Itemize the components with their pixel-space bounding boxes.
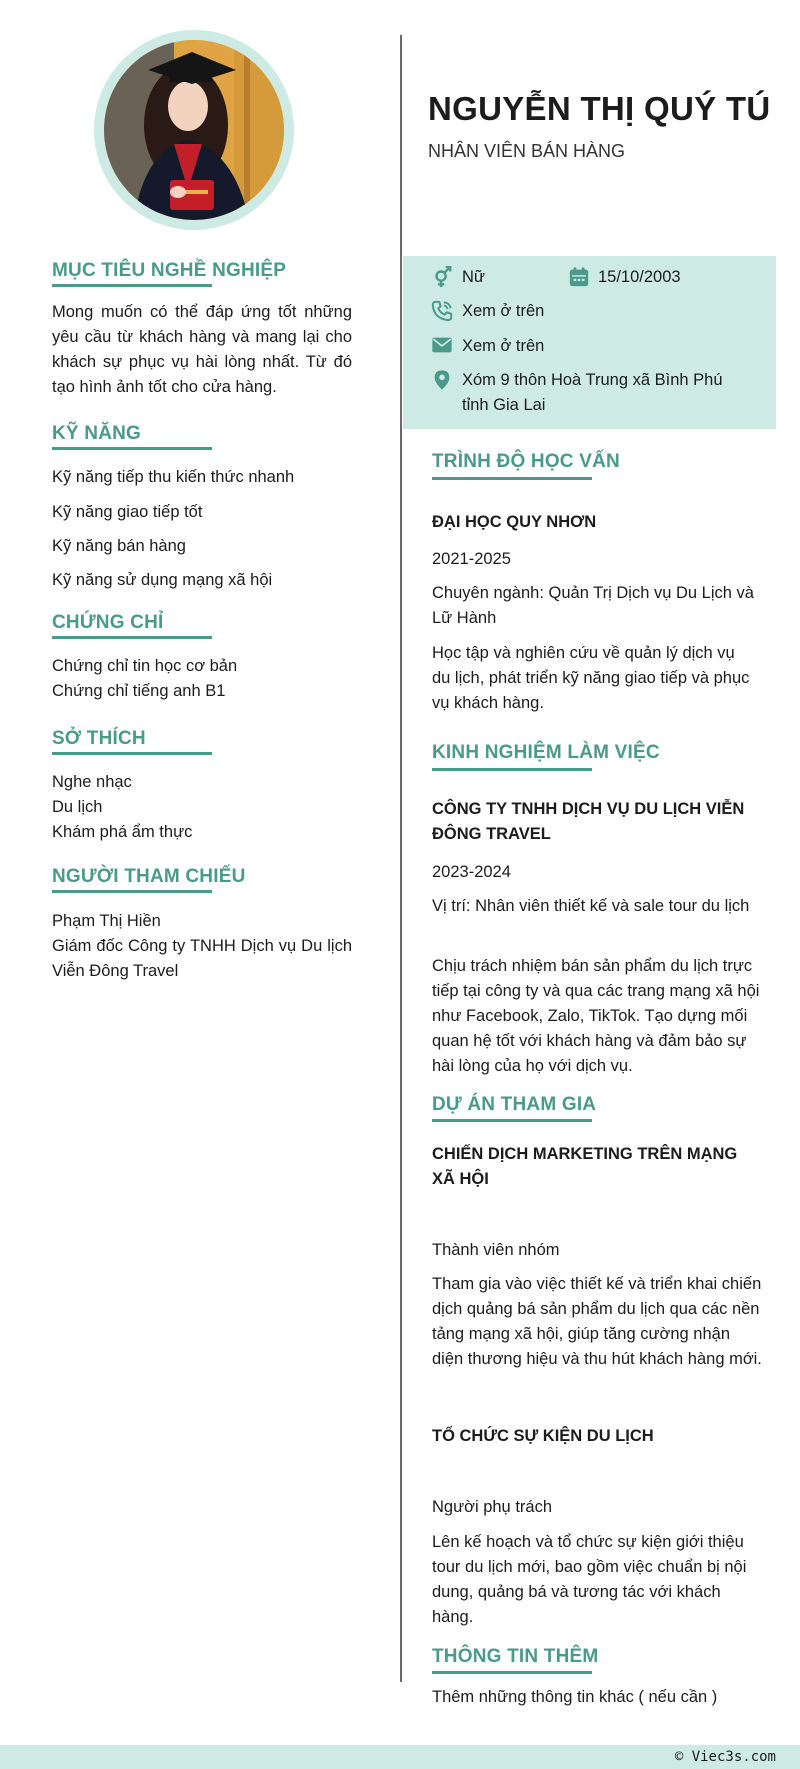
- email-icon: [431, 334, 453, 356]
- project-name: CHIẾN DỊCH MARKETING TRÊN MẠNG XÃ HỘI: [432, 1145, 738, 1188]
- location-pin-icon: [431, 369, 453, 391]
- experience-period: 2023-2024: [432, 863, 511, 881]
- hobbies-underline: [52, 752, 212, 755]
- hobby-item: Khám phá ẩm thực: [52, 823, 193, 841]
- education-description: Học tập và nghiên cứu về quản lý dịch vụ du lịch, phát triển kỹ năng giao tiếp và phục vụ khách hàng.: [432, 644, 750, 712]
- certificate-item: Chứng chỉ tiếng anh B1: [52, 682, 226, 700]
- additional-title: THÔNG TIN THÊM: [432, 1646, 599, 1667]
- skill-item: Kỹ năng sử dụng mạng xã hội: [52, 571, 273, 589]
- certificates-underline: [52, 636, 212, 639]
- objective-underline: [52, 284, 212, 287]
- address-line1: Xóm 9 thôn Hoà Trung xã Bình Phú: [462, 371, 723, 389]
- projects-title: DỰ ÁN THAM GIA: [432, 1094, 597, 1115]
- certificate-item: Chứng chỉ tin học cơ bản: [52, 657, 238, 675]
- hobbies-title: SỞ THÍCH: [52, 728, 146, 749]
- references-underline: [52, 890, 212, 893]
- birthday-text: 15/10/2003: [598, 268, 681, 286]
- email-text: Xem ở trên: [462, 337, 545, 355]
- objective-title: MỤC TIÊU NGHỀ NGHIỆP: [52, 260, 287, 281]
- hobby-item: Nghe nhạc: [52, 773, 132, 791]
- education-major: Chuyên ngành: Quản Trị Dịch vụ Du Lịch và Lữ Hành: [432, 584, 754, 627]
- education-underline: [432, 477, 592, 480]
- calendar-icon: [568, 266, 590, 288]
- candidate-name: NGUYỄN THỊ QUÝ TÚ: [428, 90, 771, 127]
- phone-icon: [431, 300, 453, 322]
- gender-icon: [431, 266, 453, 288]
- experience-position: Vị trí: Nhân viên thiết kế và sale tour du lịch: [432, 897, 750, 915]
- experience-description: Chịu trách nhiệm bán sản phẩm du lịch trực tiếp tại công ty và qua các trang mạng xã hội như Facebook, Zalo, TikTok. Tạo dựng mối quan hệ tốt với khách hàng và đảm bảo sự hài lòng của họ với dịch vụ.: [432, 957, 760, 1075]
- reference-position: Giám đốc Công ty TNHH Dịch vụ Du lịch Viễn Đông Travel: [52, 937, 352, 980]
- experience-underline: [432, 768, 592, 771]
- hobby-item: Du lịch: [52, 798, 103, 816]
- additional-underline: [432, 1671, 592, 1674]
- project-description: Lên kế hoạch và tổ chức sự kiện giới thiệu tour du lịch mới, bao gồm việc chuẩn bị nội dung, quảng bá và tương tác với khách hàng.: [432, 1533, 747, 1626]
- objective-text: Mong muốn có thể đáp ứng tốt những yêu cầu từ khách hàng và mang lại cho khách sự phục vụ hài lòng nhất. Từ đó tạo hình ảnh tốt cho cửa hàng.: [52, 303, 352, 396]
- address-line2: tỉnh Gia Lai: [462, 396, 546, 414]
- reference-name: Phạm Thị Hiền: [52, 912, 161, 930]
- skill-item: Kỹ năng giao tiếp tốt: [52, 503, 203, 521]
- projects-underline: [432, 1119, 592, 1122]
- experience-company: CÔNG TY TNHH DỊCH VỤ DU LỊCH VIỄN ĐÔNG TRAVEL: [432, 800, 745, 843]
- additional-text: Thêm những thông tin khác ( nếu cần ): [432, 1688, 718, 1706]
- education-title: TRÌNH ĐỘ HỌC VẤN: [432, 451, 620, 472]
- footer-copyright[interactable]: © Viec3s.com: [674, 1749, 776, 1765]
- phone-text: Xem ở trên: [462, 302, 545, 320]
- skill-item: Kỹ năng bán hàng: [52, 537, 186, 555]
- skills-title: KỸ NĂNG: [52, 423, 142, 444]
- skills-underline: [52, 447, 212, 450]
- education-period: 2021-2025: [432, 550, 511, 568]
- references-title: NGƯỜI THAM CHIẾU: [52, 866, 246, 887]
- certificates-title: CHỨNG CHỈ: [52, 612, 164, 633]
- skill-item: Kỹ năng tiếp thu kiến thức nhanh: [52, 468, 295, 486]
- job-title: NHÂN VIÊN BÁN HÀNG: [428, 141, 626, 161]
- avatar-frame: [94, 30, 294, 230]
- footer-bar: [0, 1745, 800, 1769]
- project-role: Người phụ trách: [432, 1498, 553, 1516]
- education-school: ĐẠI HỌC QUY NHƠN: [432, 513, 597, 531]
- experience-title: KINH NGHIỆM LÀM VIỆC: [432, 742, 660, 763]
- project-name: TỔ CHỨC SỰ KIỆN DU LỊCH: [432, 1427, 654, 1445]
- project-role: Thành viên nhóm: [432, 1241, 560, 1259]
- project-description: Tham gia vào việc thiết kế và triển khai chiến dịch quảng bá sản phẩm du lịch qua các nền tảng mạng xã hội, giúp tăng cường nhận diện thương hiệu và thu hút khách hàng mới.: [432, 1275, 762, 1368]
- column-divider: [400, 35, 402, 1682]
- avatar: [104, 40, 284, 220]
- gender-text: Nữ: [462, 268, 485, 286]
- portrait-photo-icon: [104, 40, 284, 220]
